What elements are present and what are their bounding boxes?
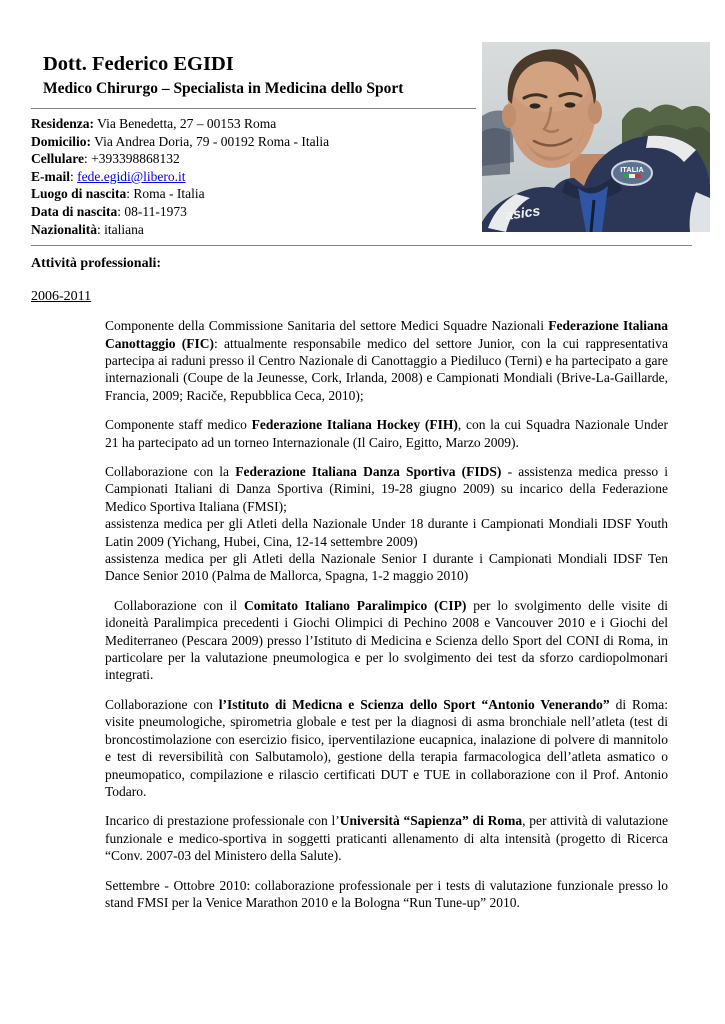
contact-value: : +393398868132	[84, 151, 180, 167]
contact-row-domicilio	[31, 133, 692, 151]
section-heading-activities: Attività professionali:	[31, 256, 162, 272]
activity-paragraph	[105, 550, 668, 585]
paragraph-text: , per attività di valutazione funzionale e medico-sportiva in soggetti praticanti allenamento di alta intensità (progetto di Ricerca “Conv. 2007-03 del Ministero della Salute).	[105, 813, 668, 864]
period-label: 2006-2011	[31, 289, 92, 305]
paragraph-text: Componente staff medico	[105, 417, 252, 433]
svg-text:asics: asics	[504, 202, 542, 223]
email-link[interactable]: fede.egidi@libero.it	[77, 168, 186, 184]
contact-value: Via Andrea Doria, 79 - 00192 Roma - Italia	[91, 133, 330, 149]
contact-label: Data di nascita	[31, 203, 118, 219]
contact-block	[31, 115, 692, 238]
contact-label: Nazionalità	[31, 221, 97, 237]
activity-paragraph	[105, 597, 668, 684]
svg-text:ITALIA: ITALIA	[620, 165, 644, 174]
activities-paragraphs	[105, 317, 668, 911]
paragraph-text: Incarico di prestazione professionale con l’	[105, 813, 340, 829]
contact-value: :	[70, 168, 78, 184]
activity-paragraph	[105, 463, 668, 515]
contact-label: Luogo di nascita	[31, 186, 127, 202]
paragraph-bold-text: Federazione Italiana Canottaggio (FIC)	[105, 318, 668, 351]
activity-paragraph	[105, 877, 668, 912]
contact-label: Domicilio:	[31, 133, 91, 149]
paragraph-text: - assistenza medica presso i Campionati Italiani di Danza Sportiva (Rimini, 19-28 giugno 2009) su incarico della Federazione Medico Sportiva Italiana (FMSI);	[105, 464, 668, 514]
contact-value: : italiana	[97, 221, 144, 237]
header-block	[31, 52, 692, 99]
contact-row-nazionalita	[31, 221, 692, 239]
activity-paragraph	[105, 515, 668, 550]
paragraph-bold-text: Università “Sapienza” di Roma	[339, 813, 523, 829]
paragraph-text: , con la cui Squadra Nazionale Under 21 ha partecipato ad un torneo Internazionale (Il Cairo, Egitto, Marzo 2009).	[105, 417, 669, 450]
paragraph-bold-text: Comitato Italiano Paralimpico (CIP)	[244, 597, 467, 613]
contact-label: Residenza:	[31, 116, 94, 131]
activity-paragraph	[105, 812, 668, 864]
paragraph-bold-text: Federazione Italiana Danza Sportiva (FIDS)	[235, 464, 502, 479]
contact-label: E-mail	[31, 168, 70, 184]
page-subtitle: Medico Chirurgo – Specialista in Medicina dello Sport	[43, 80, 404, 97]
contact-row-residenza	[31, 115, 692, 133]
paragraph-text: Collaborazione con il	[114, 597, 245, 613]
paragraph-text: assistenza medica per gli Atleti della Nazionale Under 18 durante i Campionati Mondiali IDSF Youth Latin 2009 (Yichang, Hubei, Cina, 12-14 settembre 2009)	[105, 516, 668, 549]
activity-paragraph	[105, 416, 668, 451]
contact-value: : 08-11-1973	[117, 203, 187, 219]
paragraph-text: Componente della Commissione Sanitaria del settore Medici Squadre Nazionali	[105, 318, 549, 334]
paragraph-text: di Roma: visite pneumologiche, spirometria globale e test per la diagnosi di asma bronchiale nell’atleta (test di broncostimolazione con esercizio fisico, iperventilazione eucapnica, inalazione di polvere di mannitolo e test di reversibilità con Salbutamolo), gestione della terapia farmacologica dell’atleta asmatico o pneumopatico, compilazione e rilascio certificati DUT e TUE in collaborazione con il Prof. Antonio Todaro.	[105, 696, 668, 799]
paragraph-bold-text: l’Istituto di Medicna e Scienza dello Sport “Antonio Venerando”	[218, 696, 610, 712]
document-content	[31, 0, 692, 911]
contact-label: Cellulare	[31, 151, 84, 167]
contact-row-cellulare	[31, 150, 692, 168]
contact-value: Via Benedetta, 27 – 00153 Roma	[94, 116, 277, 131]
activity-paragraph	[105, 317, 668, 404]
paragraph-text: assistenza medica per gli Atleti della Nazionale Senior I durante i Campionati Mondiali IDSF Ten Dance Senior 2010 (Palma de Mallorca, Spagna, 1-2 maggio 2010)	[105, 551, 668, 584]
divider-middle	[31, 245, 692, 246]
page-title: Dott. Federico EGIDI	[43, 53, 234, 75]
activity-paragraph	[105, 696, 668, 800]
paragraph-bold-text: Federazione Italiana Hockey (FIH)	[251, 417, 458, 433]
contact-row-luogo-nascita	[31, 185, 692, 203]
paragraph-text: per lo svolgimento delle visite di idoneità Paralimpica precedenti i Giochi Olimpici di Pechino 2008 e Vancouver 2010 e i Giochi del Mediterraneo (Pescara 2009) presso l’Istituto di Medicina e Scienza dello Sport del CONI di Roma, in particolare per la valutazione pneumologica e per lo svolgimento dei test da sforzo cardiopolmonari integrati.	[105, 597, 668, 683]
contact-row-data-nascita	[31, 203, 692, 221]
paragraph-text: Collaborazione con	[105, 696, 219, 712]
paragraph-text: : attualmente responsabile medico del settore Junior, con la cui rappresentativa partecipa ai raduni presso il Centro Nazionale di Canottaggio a Piediluco (Terni) e ha partecipato a gare internazionali (Coupe de la Jeunesse, Cork, Irlanda, 2008) e Campionati Mondiali (Brive-La-Gaillarde, Francia, 2009; Raciče, Repubblica Ceca, 2010);	[105, 335, 668, 403]
contact-value: : Roma - Italia	[126, 186, 205, 202]
contact-row-email	[31, 168, 692, 186]
paragraph-text: Collaborazione con la	[105, 464, 236, 479]
paragraph-text: Settembre - Ottobre 2010: collaborazione professionale per i tests di valutazione funzionale presso lo stand FMSI per la Venice Marathon 2010 e la Bologna “Run Tune-up” 2010.	[105, 877, 668, 910]
divider-top	[31, 108, 476, 109]
